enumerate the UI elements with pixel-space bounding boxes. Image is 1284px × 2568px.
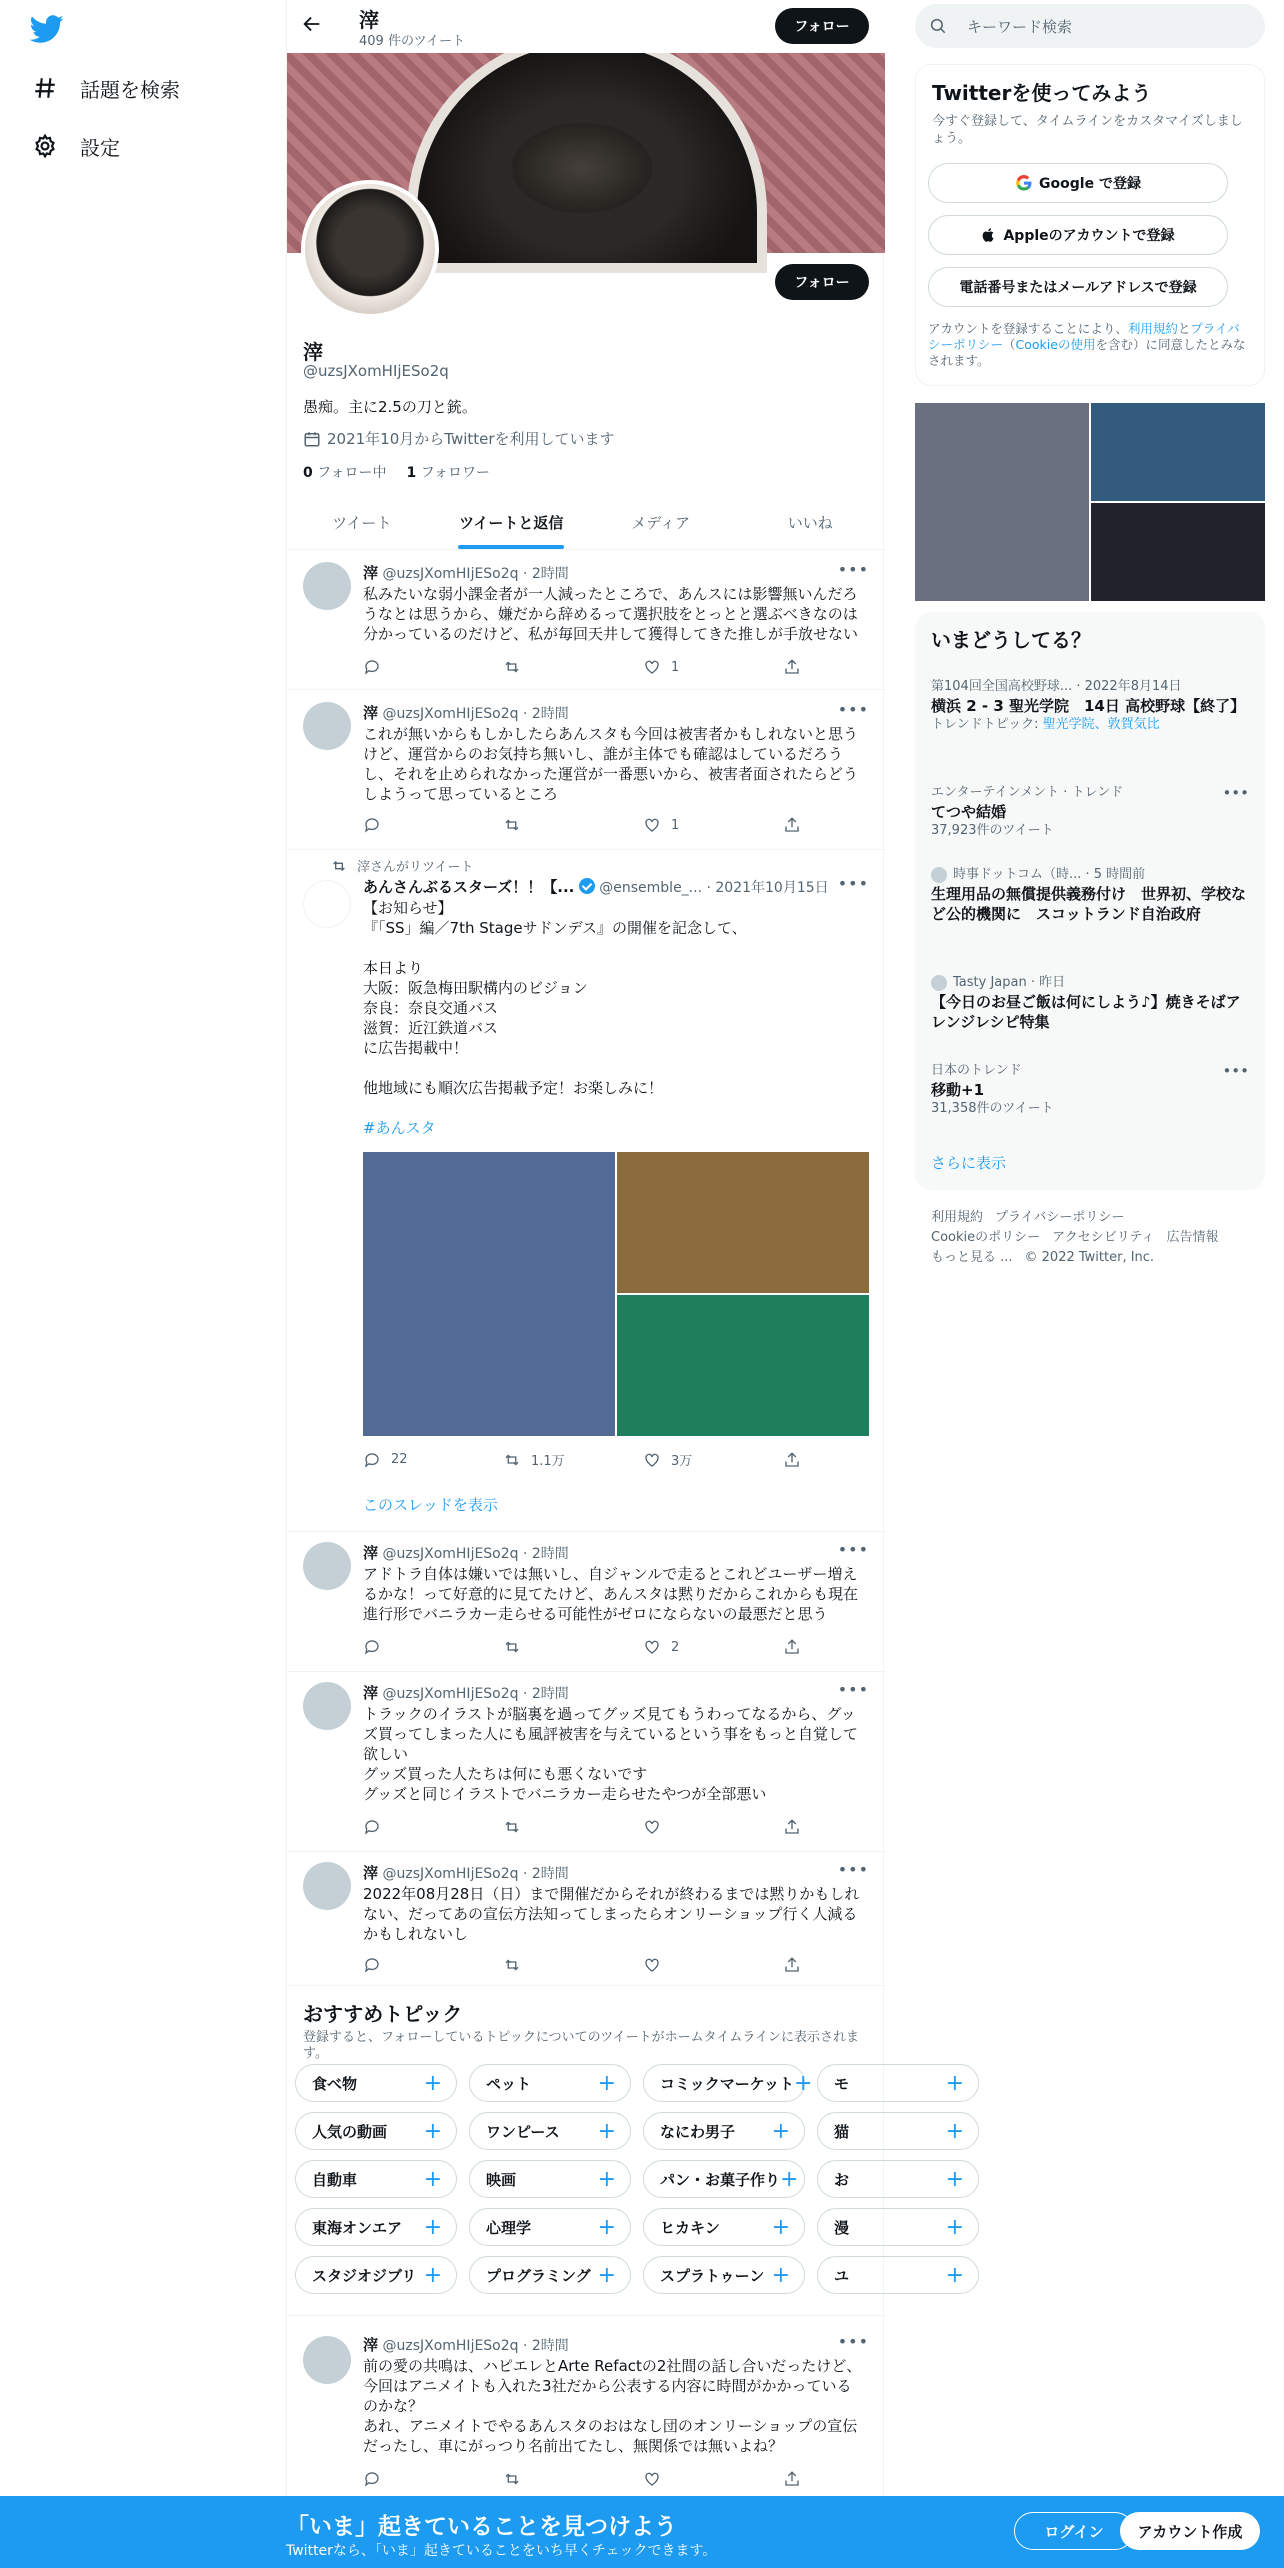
trend-item[interactable]: 日本のトレンド 移動+1 31,358件のツイート ••• — [931, 1062, 1249, 1116]
search-box[interactable] — [915, 4, 1265, 48]
profile-follow-button[interactable]: フォロー — [775, 264, 869, 300]
topics-subtitle: 登録すると、フォローしているトピックについてのツイートがホームタイムラインに表示されます。 — [303, 2030, 860, 2061]
tweet[interactable] — [287, 1852, 885, 1986]
plus-icon: + — [945, 2166, 964, 2192]
topic-label: 自動車 — [312, 2170, 358, 2189]
topic-row — [295, 2064, 979, 2102]
tweet-actions — [363, 2470, 803, 2488]
plus-icon: + — [597, 2166, 616, 2192]
profile-follow-stats — [303, 462, 490, 482]
copyright: © 2022 Twitter, Inc. — [1024, 1250, 1155, 1265]
topic-label: 人気の動画 — [312, 2122, 388, 2141]
signup-subtitle: 今すぐ登録して、タイムラインをカスタマイズしましょう。 — [932, 114, 1243, 146]
share-button[interactable] — [783, 1956, 803, 1974]
topic-chip[interactable] — [295, 2112, 457, 2150]
topic-label: お — [834, 2170, 850, 2189]
topic-label: なにわ男子 — [660, 2122, 736, 2141]
photo-thumbnail[interactable] — [1091, 403, 1265, 501]
tweet-text: アドトラ自体は嫌いでは無いし、自ジャンルで走るとこれどユーザー増えるかな！って好意的に見てたけど、あんスタは黙りだからこれからも現在進行形でバニラカー走らせる可能性がゼロにならないの最悪だと思う — [363, 1565, 859, 1623]
heart-icon — [643, 1638, 661, 1656]
topic-row — [295, 2208, 979, 2246]
tab-likes[interactable]: いいね — [787, 514, 833, 532]
tweet-text: 前の愛の共鳴は、ハピエレとArte Refactの2社間の話し合いだったけど、今回はアニメイトも入れた3社だから公表する内容に時間がかかっているのかな？ あれ、アニメイトでやるあんスタのおはなし団のオンリーショップの宣伝だったし、車にがっつり名前出てたし、無関係では無いよね？ — [363, 2357, 862, 2455]
reply-button[interactable] — [363, 816, 453, 834]
followers-link[interactable]: 1 フォロワー — [406, 465, 491, 481]
reply-icon — [363, 1451, 381, 1469]
plus-icon: + — [945, 2070, 964, 2096]
topic-row — [295, 2256, 979, 2294]
heart-icon — [643, 658, 661, 676]
plus-icon: + — [423, 2262, 442, 2288]
retweeted-tweet[interactable] — [287, 850, 885, 1532]
create-account-button[interactable]: アカウント作成 — [1120, 2512, 1260, 2550]
plus-icon: + — [423, 2118, 442, 2144]
tweet-text: これが無いからもしかしたらあんスタも今回は被害者かもしれないと思うけど、運営からのお気持ち無いし、誰が主体でも確認はしているだろうし、それを止められなかった運営が一番悪いから、被害者面されたらどうしようって思っているところ — [363, 725, 859, 803]
profile-header-bar — [287, 0, 885, 53]
retweet-label: 滓さんがリツイート — [331, 856, 473, 875]
share-button[interactable] — [783, 1450, 803, 1469]
source-avatar — [931, 867, 947, 883]
retweet-icon — [503, 1638, 521, 1656]
more-icon[interactable]: ••• — [1222, 784, 1249, 802]
apple-signup-button[interactable]: Appleのアカウントで登録 — [928, 215, 1228, 255]
retweet-icon — [503, 1818, 521, 1836]
topics-title: おすすめトピック — [303, 2002, 463, 2026]
phone-email-signup-button[interactable]: 電話番号またはメールアドレスで登録 — [928, 267, 1228, 307]
tweet-media-grid — [363, 1152, 869, 1436]
plus-icon: + — [793, 2070, 813, 2096]
header-name: 滓 — [359, 8, 379, 32]
topic-label: コミックマーケット — [660, 2074, 794, 2093]
plus-icon: + — [945, 2118, 964, 2144]
topic-label: 漫 — [834, 2218, 850, 2237]
verified-badge-icon — [579, 878, 595, 894]
heart-icon — [643, 1818, 661, 1836]
plus-icon: + — [423, 2214, 442, 2240]
reply-button[interactable] — [363, 658, 453, 676]
topic-chip[interactable] — [469, 2256, 631, 2294]
media-image[interactable] — [363, 1152, 615, 1436]
trend-item[interactable]: エンターテインメント · トレンド てつや結婚 37,923件のツイート ••• — [931, 784, 1249, 838]
plus-icon: + — [423, 2070, 442, 2096]
retweet-icon — [503, 658, 521, 676]
tweet-header: 滓 @uzsJXomHIjESo2q · 2時間 — [363, 1544, 569, 1562]
topic-chip[interactable] — [295, 2256, 457, 2294]
signup-panel — [915, 64, 1265, 386]
retweet-button[interactable]: 1.1万 — [503, 1450, 593, 1469]
plus-icon: + — [423, 2166, 442, 2192]
profile-tabs — [287, 496, 885, 550]
hashtag-icon — [32, 75, 58, 101]
media-image[interactable] — [617, 1152, 869, 1293]
tweet-avatar[interactable] — [303, 2336, 351, 2384]
retweet-icon — [503, 1956, 521, 1974]
plus-icon: + — [771, 2262, 790, 2288]
media-image[interactable] — [617, 1295, 869, 1436]
plus-icon: + — [945, 2214, 964, 2240]
retweet-button[interactable] — [503, 2470, 593, 2488]
trend-news-item[interactable]: 時事ドットコム（時... · 5 時間前 生理用品の無償提供義務付け 世界初、学校など公的機関に スコットランド自治政府 — [931, 867, 1247, 923]
topic-label: 食べ物 — [312, 2074, 358, 2093]
signup-title: Twitterを使ってみよう — [932, 81, 1152, 105]
cookie-link[interactable]: Cookieの使用 — [1015, 337, 1096, 352]
tweet-header: あんさんぶるスターズ！！【... @ensemble_... · 2021年10月15日 — [363, 878, 829, 896]
more-icon[interactable]: ••• — [837, 700, 869, 719]
topic-label: プログラミング — [486, 2266, 591, 2285]
following-link[interactable]: 0 フォロー中 — [303, 465, 387, 481]
tweet-avatar[interactable] — [303, 1862, 351, 1910]
like-button[interactable] — [643, 2470, 733, 2488]
terms-link[interactable]: 利用規約 — [1127, 321, 1178, 336]
reply-icon — [363, 816, 381, 834]
topic-chip[interactable] — [469, 2160, 631, 2198]
share-icon — [783, 1818, 801, 1836]
topic-chip[interactable] — [643, 2160, 805, 2198]
more-icon[interactable]: ••• — [837, 1540, 869, 1559]
tweet-avatar[interactable] — [303, 562, 351, 610]
plus-icon: + — [597, 2118, 616, 2144]
share-icon — [783, 1451, 801, 1469]
share-icon — [783, 1638, 801, 1656]
retweet-icon — [503, 1451, 521, 1469]
back-arrow-icon[interactable] — [301, 13, 327, 39]
google-signup-button[interactable]: Google で登録 — [928, 163, 1228, 203]
share-icon — [783, 658, 801, 676]
topic-label: ワンピース — [486, 2122, 560, 2141]
plus-icon: + — [597, 2214, 616, 2240]
retweet-button[interactable] — [503, 1956, 593, 1974]
share-button[interactable] — [783, 1638, 803, 1656]
plus-icon: + — [597, 2262, 616, 2288]
retweet-button[interactable] — [503, 1818, 593, 1836]
bottom-signup-bar — [0, 2496, 1284, 2568]
privacy-link[interactable]: プライバシーポリシー — [928, 321, 1240, 352]
tweet-header: 滓 @uzsJXomHIjESo2q · 2時間 — [363, 1864, 569, 1882]
banner-cat — [512, 123, 652, 213]
tweet-text: 私みたいな弱小課金者が一人減ったところで、あんスには影響無いんだろうなとは思うから、嫌だから辞めるって選択肢をとっとと選ぶべきなのは分かっているのだけど、私が毎回天井して獲得してきた推しが手放せない — [363, 585, 859, 643]
plus-icon: + — [597, 2070, 616, 2096]
topic-label: モ — [834, 2074, 850, 2093]
tab-tweets-and-replies[interactable]: ツイートと返信 — [437, 496, 587, 549]
tab-media[interactable]: メディア — [631, 514, 691, 532]
signup-legal: アカウントを登録することにより、利用規約とプライバシーポリシー（Cookieの使用を含む）に同意したとみなされます。 — [928, 321, 1246, 368]
show-more-link[interactable]: さらに表示 — [931, 1154, 1007, 1172]
like-button[interactable]: 3万 — [643, 1450, 733, 1469]
calendar-icon — [303, 430, 321, 448]
topic-chip[interactable] — [643, 2112, 805, 2150]
twitter-logo-icon[interactable] — [30, 12, 64, 46]
heart-icon — [643, 2470, 661, 2488]
topic-label: 映画 — [486, 2170, 517, 2189]
topic-label: 心理学 — [486, 2218, 532, 2237]
tweet[interactable] — [287, 1532, 885, 1672]
left-nav — [0, 0, 286, 2568]
photo-thumbnail[interactable] — [915, 403, 1089, 601]
reply-icon — [363, 2470, 381, 2488]
tweet-actions — [363, 1818, 803, 1836]
topic-label: 東海オンエア — [312, 2218, 403, 2237]
topic-row — [295, 2160, 979, 2198]
header-follow-button[interactable]: フォロー — [775, 8, 869, 44]
share-button[interactable] — [783, 2470, 803, 2488]
tweet-hashtag[interactable]: #あんスタ — [363, 1119, 436, 1137]
more-icon[interactable]: ••• — [837, 2332, 869, 2351]
tweet-avatar[interactable] — [303, 880, 351, 928]
topic-label: スタジオジブリ — [312, 2266, 417, 2285]
more-icon[interactable]: ••• — [837, 1680, 869, 1699]
tweet-text: 【お知らせ】 『「SS」編／7th Stageサドンデス』の開催を記念して、 本日より 大阪：阪急梅田駅構内のビジョン 奈良：奈良交通バス 滋賀：近江鉄道バス に広告掲載中！ 他地域にも順次広告掲載予定！お楽しみに！ — [363, 899, 747, 1097]
gear-icon — [32, 133, 58, 159]
profile-joined — [303, 428, 615, 449]
photo-thumbnail[interactable] — [1091, 503, 1265, 601]
search-icon — [929, 17, 947, 35]
tweet[interactable] — [287, 550, 885, 690]
trends-title: いまどうしてる？ — [931, 628, 1091, 652]
retweet-icon — [503, 816, 521, 834]
media-photo-grid — [915, 403, 1265, 601]
profile-handle: @uzsJXomHIjESo2q — [303, 362, 449, 380]
reply-button[interactable]: 22 — [363, 1450, 453, 1469]
trends-panel — [915, 612, 1265, 1190]
footer-link[interactable]: もっと見る ... — [931, 1250, 1013, 1265]
tab-tweets[interactable]: ツイート — [332, 514, 392, 532]
footer-link[interactable]: 広告情報 — [1166, 1230, 1219, 1245]
topic-label: スプラトゥーン — [660, 2266, 765, 2285]
tweet-actions — [363, 658, 803, 676]
nav-explore-label: 話題を検索 — [80, 77, 180, 102]
tweet-header: 滓 @uzsJXomHIjESo2q · 2時間 — [363, 1684, 569, 1702]
tweet-header: 滓 @uzsJXomHIjESo2q · 2時間 — [363, 704, 569, 722]
like-button[interactable]: 2 — [643, 1638, 733, 1656]
profile-joined-text: 2021年10月からTwitterを利用しています — [327, 430, 615, 448]
reply-button[interactable] — [363, 1956, 453, 1974]
reply-button[interactable] — [363, 1818, 453, 1836]
tweet[interactable] — [287, 690, 885, 850]
heart-icon — [643, 816, 661, 834]
topic-label: ユ — [834, 2266, 850, 2285]
retweet-icon — [503, 2470, 521, 2488]
retweet-button[interactable] — [503, 658, 593, 676]
tweet-header: 滓 @uzsJXomHIjESo2q · 2時間 — [363, 2336, 569, 2354]
topic-label: パン・お菓子作り — [660, 2170, 781, 2189]
like-button[interactable]: 1 — [643, 658, 733, 676]
more-icon[interactable]: ••• — [1222, 1062, 1249, 1080]
nav-explore[interactable] — [32, 68, 180, 108]
topic-chip[interactable] — [295, 2208, 457, 2246]
login-button[interactable]: ログイン — [1014, 2512, 1134, 2550]
footer-link[interactable]: プライバシーポリシー — [995, 1210, 1125, 1225]
tweet-text: トラックのイラストが脳裏を過ってグッズ見てもうわってなるから、グッズ買ってしまった人にも風評被害を与えているという事をもっと自覚して欲しい グッズ買った人たちは何にも悪くないです グッズと同じイラストでバニラカー走らせたやつが全部悪い — [363, 1705, 859, 1803]
trend-item[interactable]: 第104回全国高校野球... · 2022年8月14日 横浜 2 - 3 聖光学院 14日 高校野球【終了】 トレンドトピック: 聖光学院、敦賀気比 — [931, 679, 1246, 732]
reply-icon — [363, 1956, 381, 1974]
bottom-title: 「いま」起きていることを見つけよう — [286, 2514, 677, 2540]
tweet[interactable] — [287, 1672, 885, 1852]
google-icon — [1015, 174, 1033, 192]
topic-chip[interactable] — [295, 2064, 457, 2102]
tweet-actions — [363, 816, 803, 834]
topic-chip[interactable] — [643, 2064, 813, 2102]
plus-icon: + — [780, 2166, 799, 2192]
header-tweet-count: 409 件のツイート — [359, 34, 466, 49]
topic-chip[interactable] — [295, 2160, 457, 2198]
tweet-avatar[interactable] — [303, 1542, 351, 1590]
bottom-subtitle: Twitterなら、「いま」起きていることをいち早くチェックできます。 — [286, 2543, 717, 2559]
tweet-header: 滓 @uzsJXomHIjESo2q · 2時間 — [363, 564, 569, 582]
reply-icon — [363, 658, 381, 676]
tweet-avatar[interactable] — [303, 702, 351, 750]
plus-icon: + — [771, 2214, 790, 2240]
show-thread-link[interactable]: このスレッドを表示 — [363, 1496, 498, 1514]
tweet-avatar[interactable] — [303, 1682, 351, 1730]
retweet-icon — [331, 858, 347, 874]
reply-icon — [363, 1638, 381, 1656]
footer-link[interactable]: アクセシビリティ — [1052, 1230, 1155, 1245]
footer-link[interactable]: Cookieのポリシー — [931, 1230, 1041, 1245]
topic-chip[interactable] — [469, 2208, 631, 2246]
recommended-topics — [287, 1986, 964, 2316]
footer-link[interactable]: 利用規約 — [931, 1210, 984, 1225]
like-button[interactable] — [643, 1956, 733, 1974]
tweet[interactable] — [287, 2316, 885, 2496]
topic-row — [295, 2112, 979, 2150]
retweet-button[interactable] — [503, 816, 593, 834]
reply-button[interactable] — [363, 2470, 453, 2488]
share-button[interactable] — [783, 1818, 803, 1836]
share-icon — [783, 1956, 801, 1974]
retweet-button[interactable] — [503, 1638, 593, 1656]
source-avatar — [931, 975, 947, 991]
like-button[interactable] — [643, 1818, 733, 1836]
topic-chip[interactable] — [643, 2256, 805, 2294]
apple-icon — [981, 227, 997, 243]
right-sidebar — [915, 0, 1265, 2568]
share-button[interactable] — [783, 658, 803, 676]
plus-icon: + — [771, 2118, 790, 2144]
tweet-actions — [363, 1450, 803, 1469]
tweet-actions — [363, 1638, 803, 1656]
more-icon[interactable]: ••• — [837, 874, 869, 893]
share-icon — [783, 816, 801, 834]
topic-label: ペット — [486, 2074, 532, 2093]
topic-chip[interactable] — [469, 2112, 631, 2150]
like-button[interactable]: 1 — [643, 816, 733, 834]
more-icon[interactable]: ••• — [837, 1860, 869, 1879]
more-icon[interactable]: ••• — [837, 560, 869, 579]
heart-icon — [643, 1451, 661, 1469]
profile-name: 滓 — [303, 340, 323, 364]
search-placeholder: キーワード検索 — [967, 17, 1073, 36]
share-button[interactable] — [783, 816, 803, 834]
tweet-actions — [363, 1956, 803, 1974]
profile-bio: 愚痴。主に2.5の刀と銃。 — [303, 398, 477, 416]
topic-chip[interactable] — [643, 2208, 805, 2246]
topic-chip[interactable] — [469, 2064, 631, 2102]
footer-links — [931, 1208, 1251, 1268]
topic-label: 猫 — [834, 2122, 850, 2141]
nav-settings-label: 設定 — [80, 135, 120, 160]
reply-icon — [363, 1818, 381, 1836]
nav-settings[interactable] — [32, 126, 120, 166]
reply-button[interactable] — [363, 1638, 453, 1656]
heart-icon — [643, 1956, 661, 1974]
plus-icon: + — [945, 2262, 964, 2288]
tweet-text: 2022年08月28日（日）まで開催だからそれが終わるまでは黙りかもしれない、だってあの宣伝方法知ってしまったらオンリーショップ行く人減るかもしれないし — [363, 1885, 860, 1943]
trend-news-item[interactable]: Tasty Japan · 昨日 【今日のお昼ご飯は何にしよう♪】焼きそばアレンジレシピ特集 — [931, 975, 1241, 1031]
profile-avatar[interactable] — [301, 180, 439, 318]
topic-label: ヒカキン — [660, 2218, 720, 2237]
share-icon — [783, 2470, 801, 2488]
